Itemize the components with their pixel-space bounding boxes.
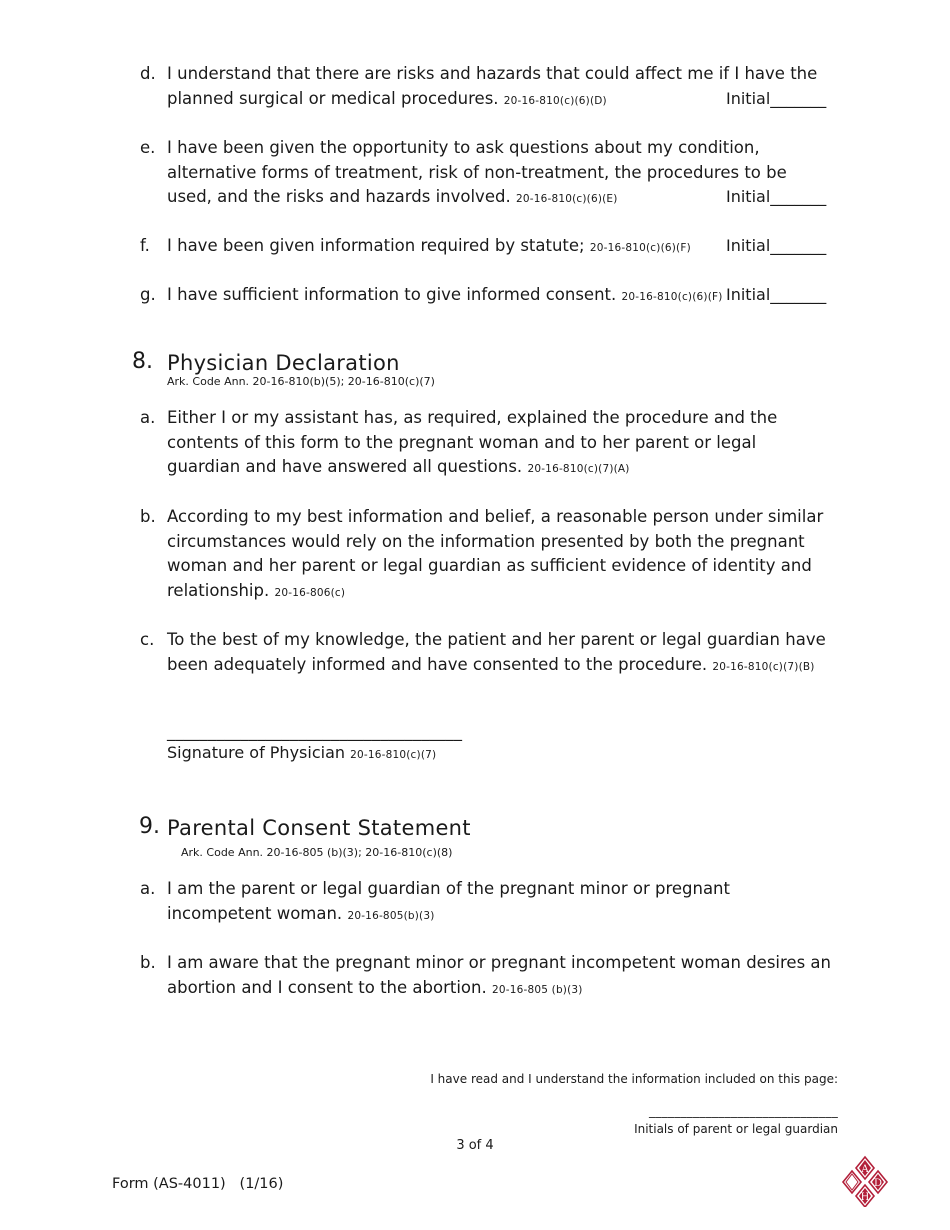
- adh-logo-icon: [838, 1155, 892, 1207]
- statute-citation: 20-16-810(c)(7)(A): [527, 463, 630, 475]
- item-label: c.: [140, 630, 155, 649]
- item-label: d.: [140, 64, 156, 83]
- statute-citation: 20-16-810(c)(6)(E): [515, 193, 618, 205]
- section-reference: Ark. Code Ann. 20-16-805 (b)(3); 20-16-810(c)(8): [181, 846, 453, 859]
- item-text: I have sufficient information to give informed consent. 20-16-810(c)(6)(F): [167, 285, 723, 304]
- item-label: g.: [140, 285, 156, 304]
- item-text: According to my best information and belief, a reasonable person under similar circumstances would rely on the information presented by both the pregnant woman and her parent or legal guardian as sufficient evidence of identity and relationship. 20-16-806(c): [167, 507, 824, 600]
- statute-citation: 20-16-810(c)(6)(F): [589, 242, 691, 254]
- item-label: f.: [140, 236, 150, 255]
- statute-citation: 20-16-810(c)(7): [350, 749, 437, 761]
- section-reference: Ark. Code Ann. 20-16-810(b)(5); 20-16-810(c)(7): [167, 375, 435, 388]
- read-statement: I have read and I understand the information included on this page:: [430, 1072, 838, 1086]
- item-text: I am the parent or legal guardian of the pregnant minor or pregnant incompetent woman. 20-16-805(b)(3): [167, 879, 730, 923]
- initial-line[interactable]: Initial_______: [726, 285, 827, 304]
- item-text: To the best of my knowledge, the patient and her parent or legal guardian have been adequately informed and have consented to the procedure. 20-16-810(c)(7)(B): [167, 630, 826, 674]
- item-text: Either I or my assistant has, as required, explained the procedure and the contents of this form to the pregnant woman and to her parent or legal guardian and have answered all questions. 20-16-810(c)(7)(A): [167, 408, 778, 476]
- item-text: I understand that there are risks and hazards that could affect me if I have the planned surgical or medical procedures. 20-16-810(c)(6)(D): [167, 64, 818, 108]
- item-label: a.: [140, 408, 156, 427]
- statute-citation: 20-16-805 (b)(3): [491, 983, 583, 996]
- physician-signature-line[interactable]: ____________________________________: [167, 722, 463, 741]
- initial-line[interactable]: Initial_______: [726, 236, 827, 255]
- section-number: 8.: [132, 349, 153, 374]
- form-id: Form (AS-4011) (1/16): [112, 1176, 284, 1192]
- item-text: I am aware that the pregnant minor or pregnant incompetent woman desires an abortion and I consent to the abortion. 20-16-805 (b)(3): [167, 953, 831, 997]
- statute-citation: 20-16-810(c)(6)(D): [503, 94, 607, 107]
- item-label: e.: [140, 138, 156, 157]
- section-number: 9.: [139, 814, 160, 839]
- item-label: a.: [140, 879, 156, 898]
- statute-citation: 20-16-810(c)(6)(F): [621, 291, 723, 303]
- logo-letter: A: [861, 1164, 869, 1175]
- physician-signature-label: Signature of Physician 20-16-810(c)(7): [167, 743, 437, 762]
- item-label: b.: [140, 507, 156, 526]
- parent-initials-label: Initials of parent or legal guardian: [634, 1122, 838, 1136]
- initial-line[interactable]: Initial_______: [726, 187, 827, 206]
- statute-citation: 20-16-806(c): [274, 586, 346, 599]
- page-number: 3 of 4: [456, 1138, 494, 1153]
- item-label: b.: [140, 953, 156, 972]
- section-title: Parental Consent Statement: [167, 816, 471, 840]
- statute-citation: 20-16-805(b)(3): [347, 909, 435, 922]
- item-text: I have been given information required by statute; 20-16-810(c)(6)(F): [167, 236, 691, 255]
- logo-letter: D: [873, 1178, 883, 1189]
- section-title: Physician Declaration: [167, 351, 400, 375]
- initial-line[interactable]: Initial_______: [726, 88, 827, 108]
- logo-letter: H: [860, 1192, 870, 1203]
- statute-citation: 20-16-810(c)(7)(B): [712, 660, 815, 673]
- parent-initials-line[interactable]: ______________________________: [649, 1104, 838, 1118]
- item-text: I have been given the opportunity to ask questions about my condition, alternative forms of treatment, risk of non-treatment, the procedures to be used, and the risks and hazards involved. 20-16-810(c)(6)(E): [167, 138, 787, 206]
